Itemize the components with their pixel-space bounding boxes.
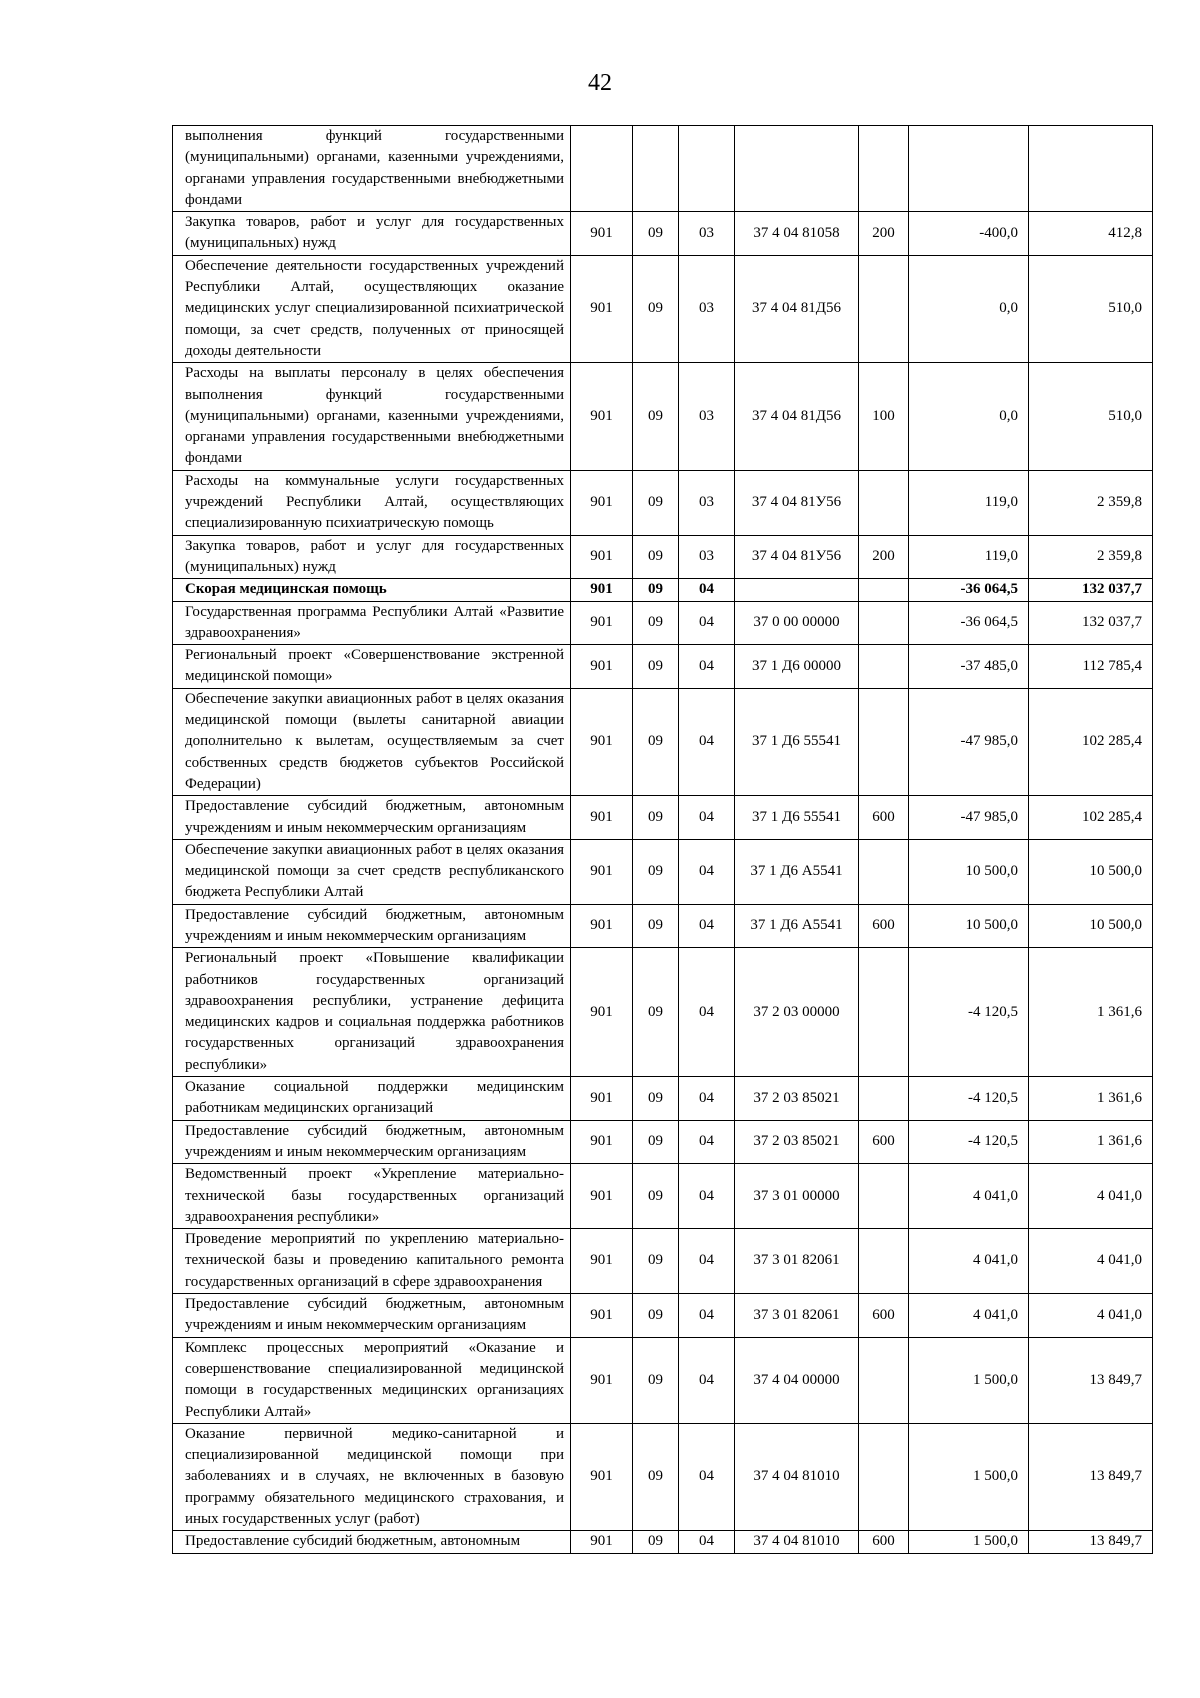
cell-target-article: 37 1 Д6 А5541 [735,839,859,904]
cell-change-amount: 119,0 [909,470,1029,535]
cell-name: Предоставление субсидий бюджетным, автономным учреждениям и иным некоммерческим организациям [173,904,571,948]
cell-change-amount: 1 500,0 [909,1337,1029,1423]
cell-expense-type [859,948,909,1077]
cell-change-amount: -4 120,5 [909,1120,1029,1164]
cell-target-article: 37 4 04 81У56 [735,535,859,579]
cell-subsection: 04 [679,1337,735,1423]
cell-section: 09 [633,1229,679,1294]
table-row [173,688,1153,795]
cell-total-amount: 10 500,0 [1029,904,1153,948]
cell-ved: 901 [571,1294,633,1338]
cell-target-article: 37 1 Д6 А5541 [735,904,859,948]
cell-expense-type [859,1423,909,1530]
cell-change-amount [909,126,1029,212]
cell-subsection: 04 [679,1077,735,1121]
cell-subsection: 04 [679,1229,735,1294]
cell-section: 09 [633,1337,679,1423]
cell-expense-type: 200 [859,212,909,256]
cell-subsection [679,126,735,212]
cell-section: 09 [633,904,679,948]
table-row [173,1164,1153,1229]
cell-target-article: 37 2 03 00000 [735,948,859,1077]
cell-name: Обеспечение деятельности государственных учреждений Республики Алтай, осуществляющих оказание медицинских услуг специализированной психиатрической помощи, за счет средств, полученных от приносящей доходы деятельности [173,255,571,362]
cell-name: Проведение мероприятий по укреплению материально-технической базы и проведению капитального ремонта государственных организаций в сфере здравоохранения [173,1229,571,1294]
cell-name: Обеспечение закупки авиационных работ в целях оказания медицинской помощи (вылеты санитарной авиации дополнительно к вылетам, осуществляемым за счет собственных средств бюджетов субъектов Российской Федерации) [173,688,571,795]
cell-total-amount: 112 785,4 [1029,645,1153,689]
cell-name: Оказание первичной медико-санитарной и специализированной медицинской помощи при заболеваниях и в случаях, не включенных в базовую программу обязательного медицинского страхования, и иных государственных услуг (работ) [173,1423,571,1530]
cell-ved: 901 [571,579,633,601]
cell-target-article: 37 4 04 81058 [735,212,859,256]
cell-name: Закупка товаров, работ и услуг для государственных (муниципальных) нужд [173,212,571,256]
cell-ved: 901 [571,688,633,795]
cell-name: Ведомственный проект «Укрепление материально-технической базы государственных организаций здравоохранения республики» [173,1164,571,1229]
cell-name: Предоставление субсидий бюджетным, автономным [173,1531,571,1553]
cell-total-amount: 132 037,7 [1029,579,1153,601]
table-row [173,839,1153,904]
cell-expense-type: 200 [859,535,909,579]
cell-target-article: 37 4 04 00000 [735,1337,859,1423]
cell-section: 09 [633,1531,679,1553]
cell-change-amount: 4 041,0 [909,1164,1029,1229]
cell-name: Региональный проект «Совершенствование экстренной медицинской помощи» [173,645,571,689]
table-row [173,363,1153,470]
cell-expense-type [859,255,909,362]
cell-total-amount: 1 361,6 [1029,1120,1153,1164]
cell-target-article: 37 4 04 81010 [735,1423,859,1530]
cell-ved: 901 [571,1229,633,1294]
cell-expense-type [859,126,909,212]
cell-section: 09 [633,1164,679,1229]
cell-section: 09 [633,796,679,840]
table-row [173,1423,1153,1530]
cell-subsection: 04 [679,601,735,645]
cell-section: 09 [633,601,679,645]
cell-total-amount: 13 849,7 [1029,1423,1153,1530]
cell-change-amount: 1 500,0 [909,1531,1029,1553]
table-row [173,1120,1153,1164]
table-row [173,1531,1153,1553]
table-body [173,126,1153,1554]
cell-ved: 901 [571,948,633,1077]
cell-total-amount: 1 361,6 [1029,1077,1153,1121]
table-row [173,579,1153,601]
table-row [173,645,1153,689]
cell-section [633,126,679,212]
cell-expense-type [859,579,909,601]
cell-change-amount: 0,0 [909,255,1029,362]
cell-target-article: 37 1 Д6 55541 [735,796,859,840]
cell-name: Обеспечение закупки авиационных работ в целях оказания медицинской помощи за счет средств республиканского бюджета Республики Алтай [173,839,571,904]
table-row [173,796,1153,840]
table-row [173,126,1153,212]
cell-total-amount: 1 361,6 [1029,948,1153,1077]
cell-expense-type: 600 [859,1120,909,1164]
cell-total-amount: 13 849,7 [1029,1337,1153,1423]
cell-subsection: 04 [679,1531,735,1553]
cell-section: 09 [633,688,679,795]
cell-section: 09 [633,1077,679,1121]
cell-target-article: 37 1 Д6 55541 [735,688,859,795]
cell-subsection: 03 [679,535,735,579]
cell-subsection: 04 [679,1164,735,1229]
table-row [173,1077,1153,1121]
cell-target-article: 37 4 04 81Д56 [735,363,859,470]
cell-expense-type [859,470,909,535]
cell-section: 09 [633,535,679,579]
cell-section: 09 [633,645,679,689]
cell-change-amount: 0,0 [909,363,1029,470]
cell-target-article: 37 2 03 85021 [735,1077,859,1121]
cell-target-article: 37 3 01 00000 [735,1164,859,1229]
cell-subsection: 04 [679,579,735,601]
cell-name: Предоставление субсидий бюджетным, автономным учреждениям и иным некоммерческим организациям [173,796,571,840]
cell-section: 09 [633,1120,679,1164]
cell-change-amount: 1 500,0 [909,1423,1029,1530]
table-row [173,601,1153,645]
cell-target-article: 37 3 01 82061 [735,1294,859,1338]
cell-ved: 901 [571,1120,633,1164]
cell-section: 09 [633,579,679,601]
cell-change-amount: 10 500,0 [909,839,1029,904]
cell-expense-type [859,1077,909,1121]
cell-expense-type: 600 [859,796,909,840]
cell-subsection: 04 [679,1294,735,1338]
cell-section: 09 [633,470,679,535]
cell-section: 09 [633,363,679,470]
cell-change-amount: -47 985,0 [909,796,1029,840]
cell-change-amount: 119,0 [909,535,1029,579]
cell-subsection: 04 [679,1423,735,1530]
cell-change-amount: -47 985,0 [909,688,1029,795]
cell-subsection: 04 [679,796,735,840]
cell-name: Закупка товаров, работ и услуг для государственных (муниципальных) нужд [173,535,571,579]
cell-change-amount: 4 041,0 [909,1294,1029,1338]
cell-name: выполнения функций государственными (муниципальными) органами, казенными учреждениями, органами управления государственными внебюджетными фондами [173,126,571,212]
cell-name: Скорая медицинская помощь [173,579,571,601]
cell-ved: 901 [571,904,633,948]
cell-expense-type [859,839,909,904]
cell-change-amount: -36 064,5 [909,579,1029,601]
cell-subsection: 04 [679,1120,735,1164]
cell-subsection: 04 [679,688,735,795]
cell-change-amount: 4 041,0 [909,1229,1029,1294]
cell-subsection: 04 [679,904,735,948]
cell-ved: 901 [571,1531,633,1553]
cell-expense-type: 600 [859,1294,909,1338]
cell-subsection: 04 [679,645,735,689]
table-row [173,255,1153,362]
cell-name: Государственная программа Республики Алтай «Развитие здравоохранения» [173,601,571,645]
cell-section: 09 [633,1423,679,1530]
page-number: 42 [588,70,612,96]
cell-name: Предоставление субсидий бюджетным, автономным учреждениям и иным некоммерческим организациям [173,1120,571,1164]
cell-ved: 901 [571,1337,633,1423]
cell-total-amount: 510,0 [1029,363,1153,470]
cell-total-amount: 510,0 [1029,255,1153,362]
cell-ved: 901 [571,1423,633,1530]
cell-name: Предоставление субсидий бюджетным, автономным учреждениям и иным некоммерческим организациям [173,1294,571,1338]
cell-section: 09 [633,948,679,1077]
cell-ved: 901 [571,1164,633,1229]
table-row [173,1229,1153,1294]
cell-expense-type [859,1337,909,1423]
cell-subsection: 03 [679,255,735,362]
cell-name: Расходы на коммунальные услуги государственных учреждений Республики Алтай, осуществляющих специализированную психиатрическую помощь [173,470,571,535]
cell-change-amount: -37 485,0 [909,645,1029,689]
budget-table [172,125,1153,1554]
table-row [173,904,1153,948]
cell-expense-type: 100 [859,363,909,470]
cell-ved: 901 [571,1077,633,1121]
cell-name: Комплекс процессных мероприятий «Оказание и совершенствование специализированной медицинской помощи в государственных медицинских организациях Республики Алтай» [173,1337,571,1423]
cell-expense-type [859,1229,909,1294]
cell-name: Оказание социальной поддержки медицинским работникам медицинских организаций [173,1077,571,1121]
cell-total-amount: 10 500,0 [1029,839,1153,904]
cell-subsection: 03 [679,363,735,470]
cell-total-amount: 412,8 [1029,212,1153,256]
cell-section: 09 [633,1294,679,1338]
cell-total-amount: 4 041,0 [1029,1229,1153,1294]
cell-expense-type [859,688,909,795]
cell-ved: 901 [571,645,633,689]
cell-total-amount: 4 041,0 [1029,1164,1153,1229]
cell-name: Расходы на выплаты персоналу в целях обеспечения выполнения функций государственными (муниципальными) органами, казенными учреждениями, органами управления государственными внебюджетными фондами [173,363,571,470]
cell-ved [571,126,633,212]
cell-ved: 901 [571,601,633,645]
cell-expense-type: 600 [859,904,909,948]
cell-change-amount: 10 500,0 [909,904,1029,948]
cell-target-article: 37 3 01 82061 [735,1229,859,1294]
cell-subsection: 03 [679,212,735,256]
cell-target-article: 37 4 04 81010 [735,1531,859,1553]
cell-ved: 901 [571,363,633,470]
table-row [173,1337,1153,1423]
cell-total-amount: 102 285,4 [1029,688,1153,795]
cell-subsection: 03 [679,470,735,535]
cell-change-amount: -36 064,5 [909,601,1029,645]
cell-change-amount: -4 120,5 [909,1077,1029,1121]
cell-expense-type [859,601,909,645]
cell-total-amount: 2 359,8 [1029,470,1153,535]
table-row [173,212,1153,256]
cell-target-article: 37 4 04 81У56 [735,470,859,535]
cell-total-amount: 13 849,7 [1029,1531,1153,1553]
cell-ved: 901 [571,796,633,840]
cell-target-article: 37 2 03 85021 [735,1120,859,1164]
cell-ved: 901 [571,212,633,256]
cell-total-amount: 2 359,8 [1029,535,1153,579]
cell-ved: 901 [571,535,633,579]
cell-change-amount: -4 120,5 [909,948,1029,1077]
table-row [173,470,1153,535]
cell-total-amount: 4 041,0 [1029,1294,1153,1338]
cell-ved: 901 [571,255,633,362]
table-row [173,948,1153,1077]
cell-section: 09 [633,255,679,362]
cell-target-article: 37 4 04 81Д56 [735,255,859,362]
cell-total-amount: 102 285,4 [1029,796,1153,840]
cell-target-article [735,579,859,601]
cell-target-article: 37 0 00 00000 [735,601,859,645]
cell-total-amount: 132 037,7 [1029,601,1153,645]
table-row [173,535,1153,579]
cell-target-article: 37 1 Д6 00000 [735,645,859,689]
cell-section: 09 [633,839,679,904]
cell-expense-type [859,1164,909,1229]
table-row [173,1294,1153,1338]
cell-subsection: 04 [679,948,735,1077]
cell-name: Региональный проект «Повышение квалификации работников государственных организаций здравоохранения республики, устранение дефицита медицинских кадров и социальная поддержка работников государственных организаций здравоохранения республики» [173,948,571,1077]
cell-ved: 901 [571,470,633,535]
cell-expense-type [859,645,909,689]
cell-expense-type: 600 [859,1531,909,1553]
cell-target-article [735,126,859,212]
cell-total-amount [1029,126,1153,212]
cell-subsection: 04 [679,839,735,904]
cell-section: 09 [633,212,679,256]
cell-ved: 901 [571,839,633,904]
cell-change-amount: -400,0 [909,212,1029,256]
